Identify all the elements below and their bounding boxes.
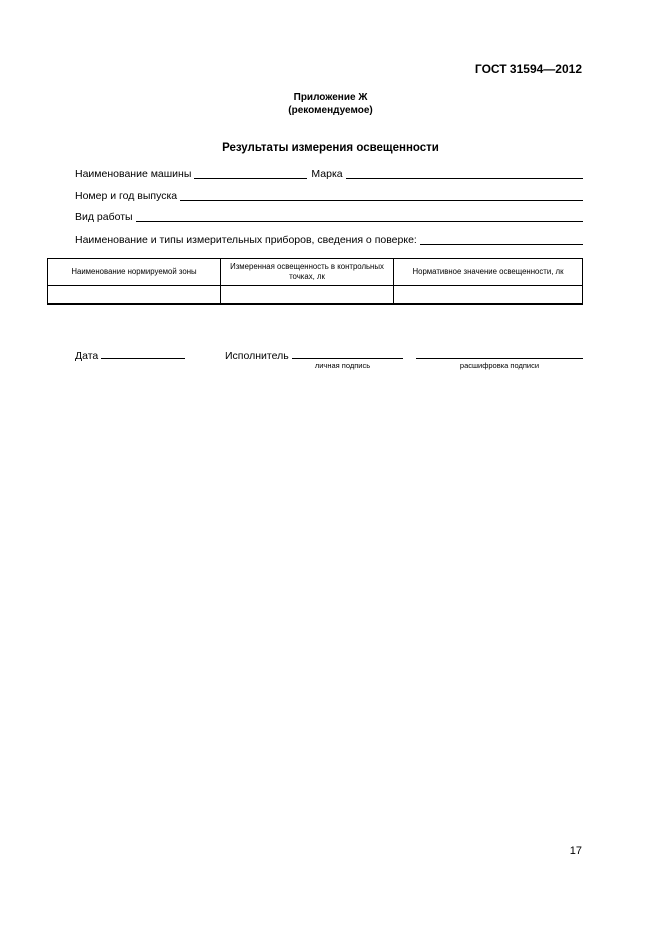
machine-name-field[interactable]	[194, 168, 307, 179]
work-type-row	[75, 209, 583, 223]
table-cell-measured[interactable]	[221, 286, 394, 305]
machine-name-label: Наименование машины	[75, 168, 192, 180]
appendix-status: (рекомендуемое)	[288, 105, 373, 116]
table-cell-zone[interactable]	[48, 286, 221, 305]
standard-number: ГОСТ 31594—2012	[474, 62, 582, 76]
brand-label: Марка	[311, 168, 343, 180]
number-year-field[interactable]	[180, 190, 583, 201]
number-year-label: Номер и год выпуска	[75, 190, 178, 202]
table-row	[48, 286, 583, 305]
signature-decode-block	[416, 348, 583, 362]
document-title: Результаты измерения освещенности	[222, 142, 439, 154]
brand-field[interactable]	[346, 168, 583, 179]
normative-value-header: Нормативное значение освещенности, лк	[394, 259, 583, 286]
zone-name-header: Наименование нормируемой зоны	[48, 259, 221, 286]
machine-row	[75, 166, 583, 180]
page-number: 17	[569, 845, 582, 857]
number-year-row	[75, 188, 583, 202]
instruments-field[interactable]	[420, 234, 583, 245]
work-type-label: Вид работы	[75, 211, 133, 223]
personal-signature-caption: личная подпись	[314, 361, 371, 370]
table-header-row	[48, 259, 583, 286]
work-type-field[interactable]	[136, 211, 583, 222]
date-field[interactable]	[101, 348, 185, 359]
signature-decode-caption: расшифровка подписи	[459, 361, 540, 370]
personal-signature-field[interactable]	[292, 348, 403, 359]
date-block	[75, 348, 185, 362]
signature-decode-field[interactable]	[416, 348, 583, 359]
appendix-name: Приложение Ж	[293, 92, 368, 103]
table-cell-normative[interactable]	[394, 286, 583, 305]
appendix-heading	[0, 91, 661, 117]
measured-illumination-header: Измеренная освещенность в контрольных точках, лк	[221, 259, 394, 286]
performer-block	[225, 348, 403, 362]
date-label: Дата	[75, 350, 99, 362]
performer-label: Исполнитель	[225, 350, 289, 362]
illumination-table	[47, 258, 583, 305]
instruments-row	[75, 232, 583, 246]
instruments-label: Наименование и типы измерительных приборов, сведения о поверке:	[75, 234, 417, 246]
